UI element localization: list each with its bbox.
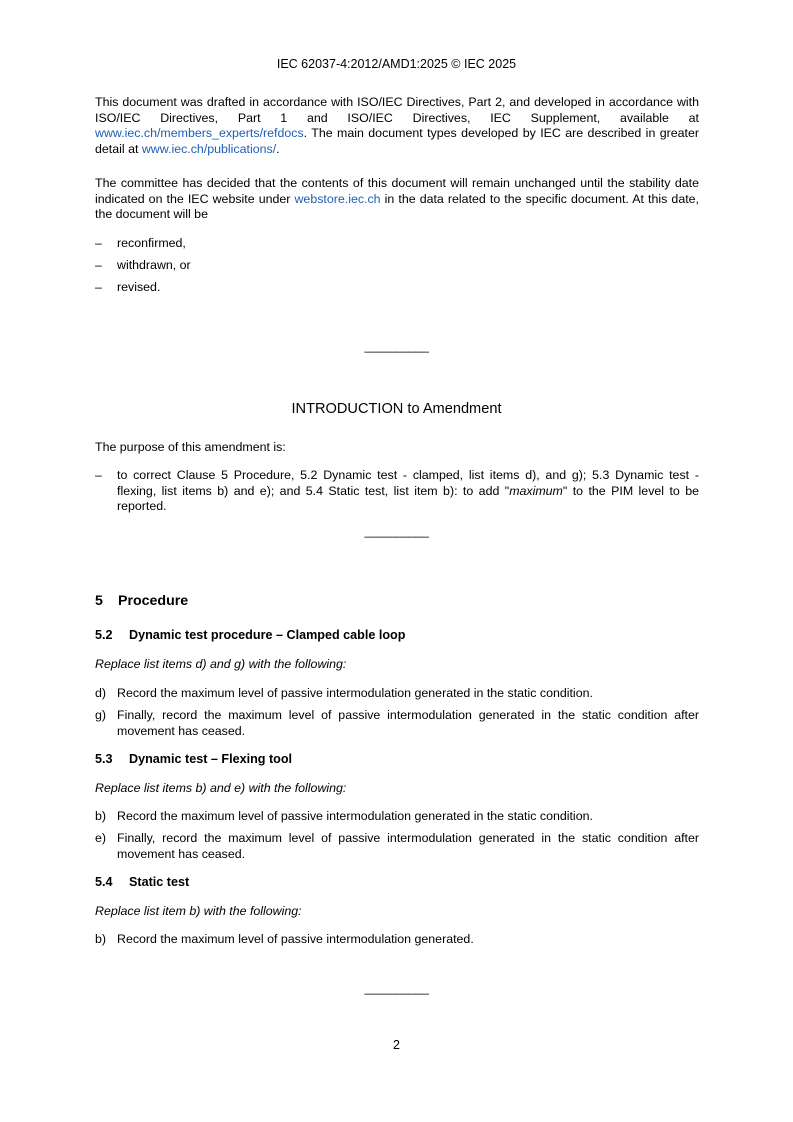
dash-bullet: –	[95, 258, 102, 272]
list-item-text: to correct Clause 5 Procedure, 5.2 Dynamic test - clamped, list items d), and g); 5.3 Dynamic test - flexing, list items b) and e); and 5.4 Static test, list item b): to add "maximum" to the PIM level to be reported.	[117, 468, 699, 513]
dash-bullet: –	[95, 280, 102, 294]
introduction-heading: INTRODUCTION to Amendment	[291, 401, 502, 417]
instruction-text: Replace list items b) and e) with the following:	[95, 781, 347, 795]
list-item	[95, 686, 699, 702]
emphasis-text: maximum	[509, 483, 563, 498]
list-item-text: Finally, record the maximum level of passive intermodulation generated in the static condition after movement has ceased.	[117, 831, 699, 861]
foreword-text: This document was drafted in accordance with ISO/IEC Directives, Part 2, and developed in accordance with ISO/IEC Directives, Part 1 and ISO/IEC Directives, IEC Supplement, available at	[95, 95, 699, 125]
webstore-link[interactable]: webstore.iec.ch	[294, 191, 381, 206]
foreword-text: The committee has decided that the contents of this document will remain unchanged until the stability date indicated on the IEC website under	[95, 176, 699, 206]
list-item-text: withdrawn, or	[117, 258, 191, 272]
list-item-text: revised.	[117, 280, 161, 294]
separator-line: __________	[364, 339, 429, 353]
subclause-heading	[95, 752, 292, 766]
list-label: g)	[95, 708, 107, 722]
list-label: d)	[95, 686, 107, 700]
list-item	[95, 932, 699, 948]
list-item	[95, 258, 700, 274]
list-item-text: Record the maximum level of passive intermodulation generated in the static condition.	[117, 686, 593, 700]
subclause-number: 5.4	[95, 875, 113, 889]
list-item-text: Record the maximum level of passive intermodulation generated in the static condition.	[117, 809, 593, 823]
list-item	[95, 708, 699, 739]
dash-bullet: –	[95, 236, 102, 250]
list-item-text: Finally, record the maximum level of passive intermodulation generated in the static condition after movement has ceased.	[117, 708, 699, 738]
foreword-text: in the data related to the specific document. At this date, the document will be	[95, 191, 699, 221]
refdocs-link[interactable]: www.iec.ch/members_experts/refdocs	[95, 126, 304, 140]
list-item	[95, 280, 700, 296]
foreword-text: .	[276, 141, 280, 156]
subclause-title: Static test	[129, 875, 190, 889]
list-item	[95, 809, 699, 825]
foreword-paragraph-1	[95, 95, 699, 157]
clause-number: 5	[95, 593, 103, 609]
purpose-text: The purpose of this amendment is:	[95, 440, 286, 454]
subclause-title: Dynamic test procedure – Clamped cable loop	[129, 628, 406, 642]
subclause-heading	[95, 875, 189, 889]
running-header: IEC 62037-4:2012/AMD1:2025 © IEC 2025	[276, 57, 517, 71]
publications-link[interactable]: www.iec.ch/publications/	[141, 141, 277, 156]
list-label: e)	[95, 831, 107, 845]
clause-title: Procedure	[118, 593, 189, 609]
dash-bullet: –	[95, 468, 102, 482]
subclause-number: 5.2	[95, 628, 113, 642]
list-item	[95, 831, 699, 862]
subclause-title: Dynamic test – Flexing tool	[129, 752, 293, 766]
subclause-number: 5.3	[95, 752, 113, 766]
foreword-text: . The main document types developed by IEC are described in greater detail at	[95, 126, 699, 156]
list-item	[95, 468, 699, 515]
list-item	[95, 236, 700, 252]
page-number: 2	[393, 1038, 400, 1052]
separator-line: __________	[364, 524, 429, 538]
list-label: b)	[95, 809, 107, 823]
list-item-text: Record the maximum level of passive intermodulation generated.	[117, 932, 474, 946]
foreword-paragraph-2	[95, 176, 699, 223]
separator-line: __________	[364, 981, 429, 995]
instruction-text: Replace list items d) and g) with the following:	[95, 657, 347, 671]
instruction-text: Replace list item b) with the following:	[95, 904, 302, 918]
clause-heading	[95, 593, 188, 609]
list-item-text: reconfirmed,	[117, 236, 186, 250]
list-label: b)	[95, 932, 107, 946]
subclause-heading	[95, 628, 405, 642]
